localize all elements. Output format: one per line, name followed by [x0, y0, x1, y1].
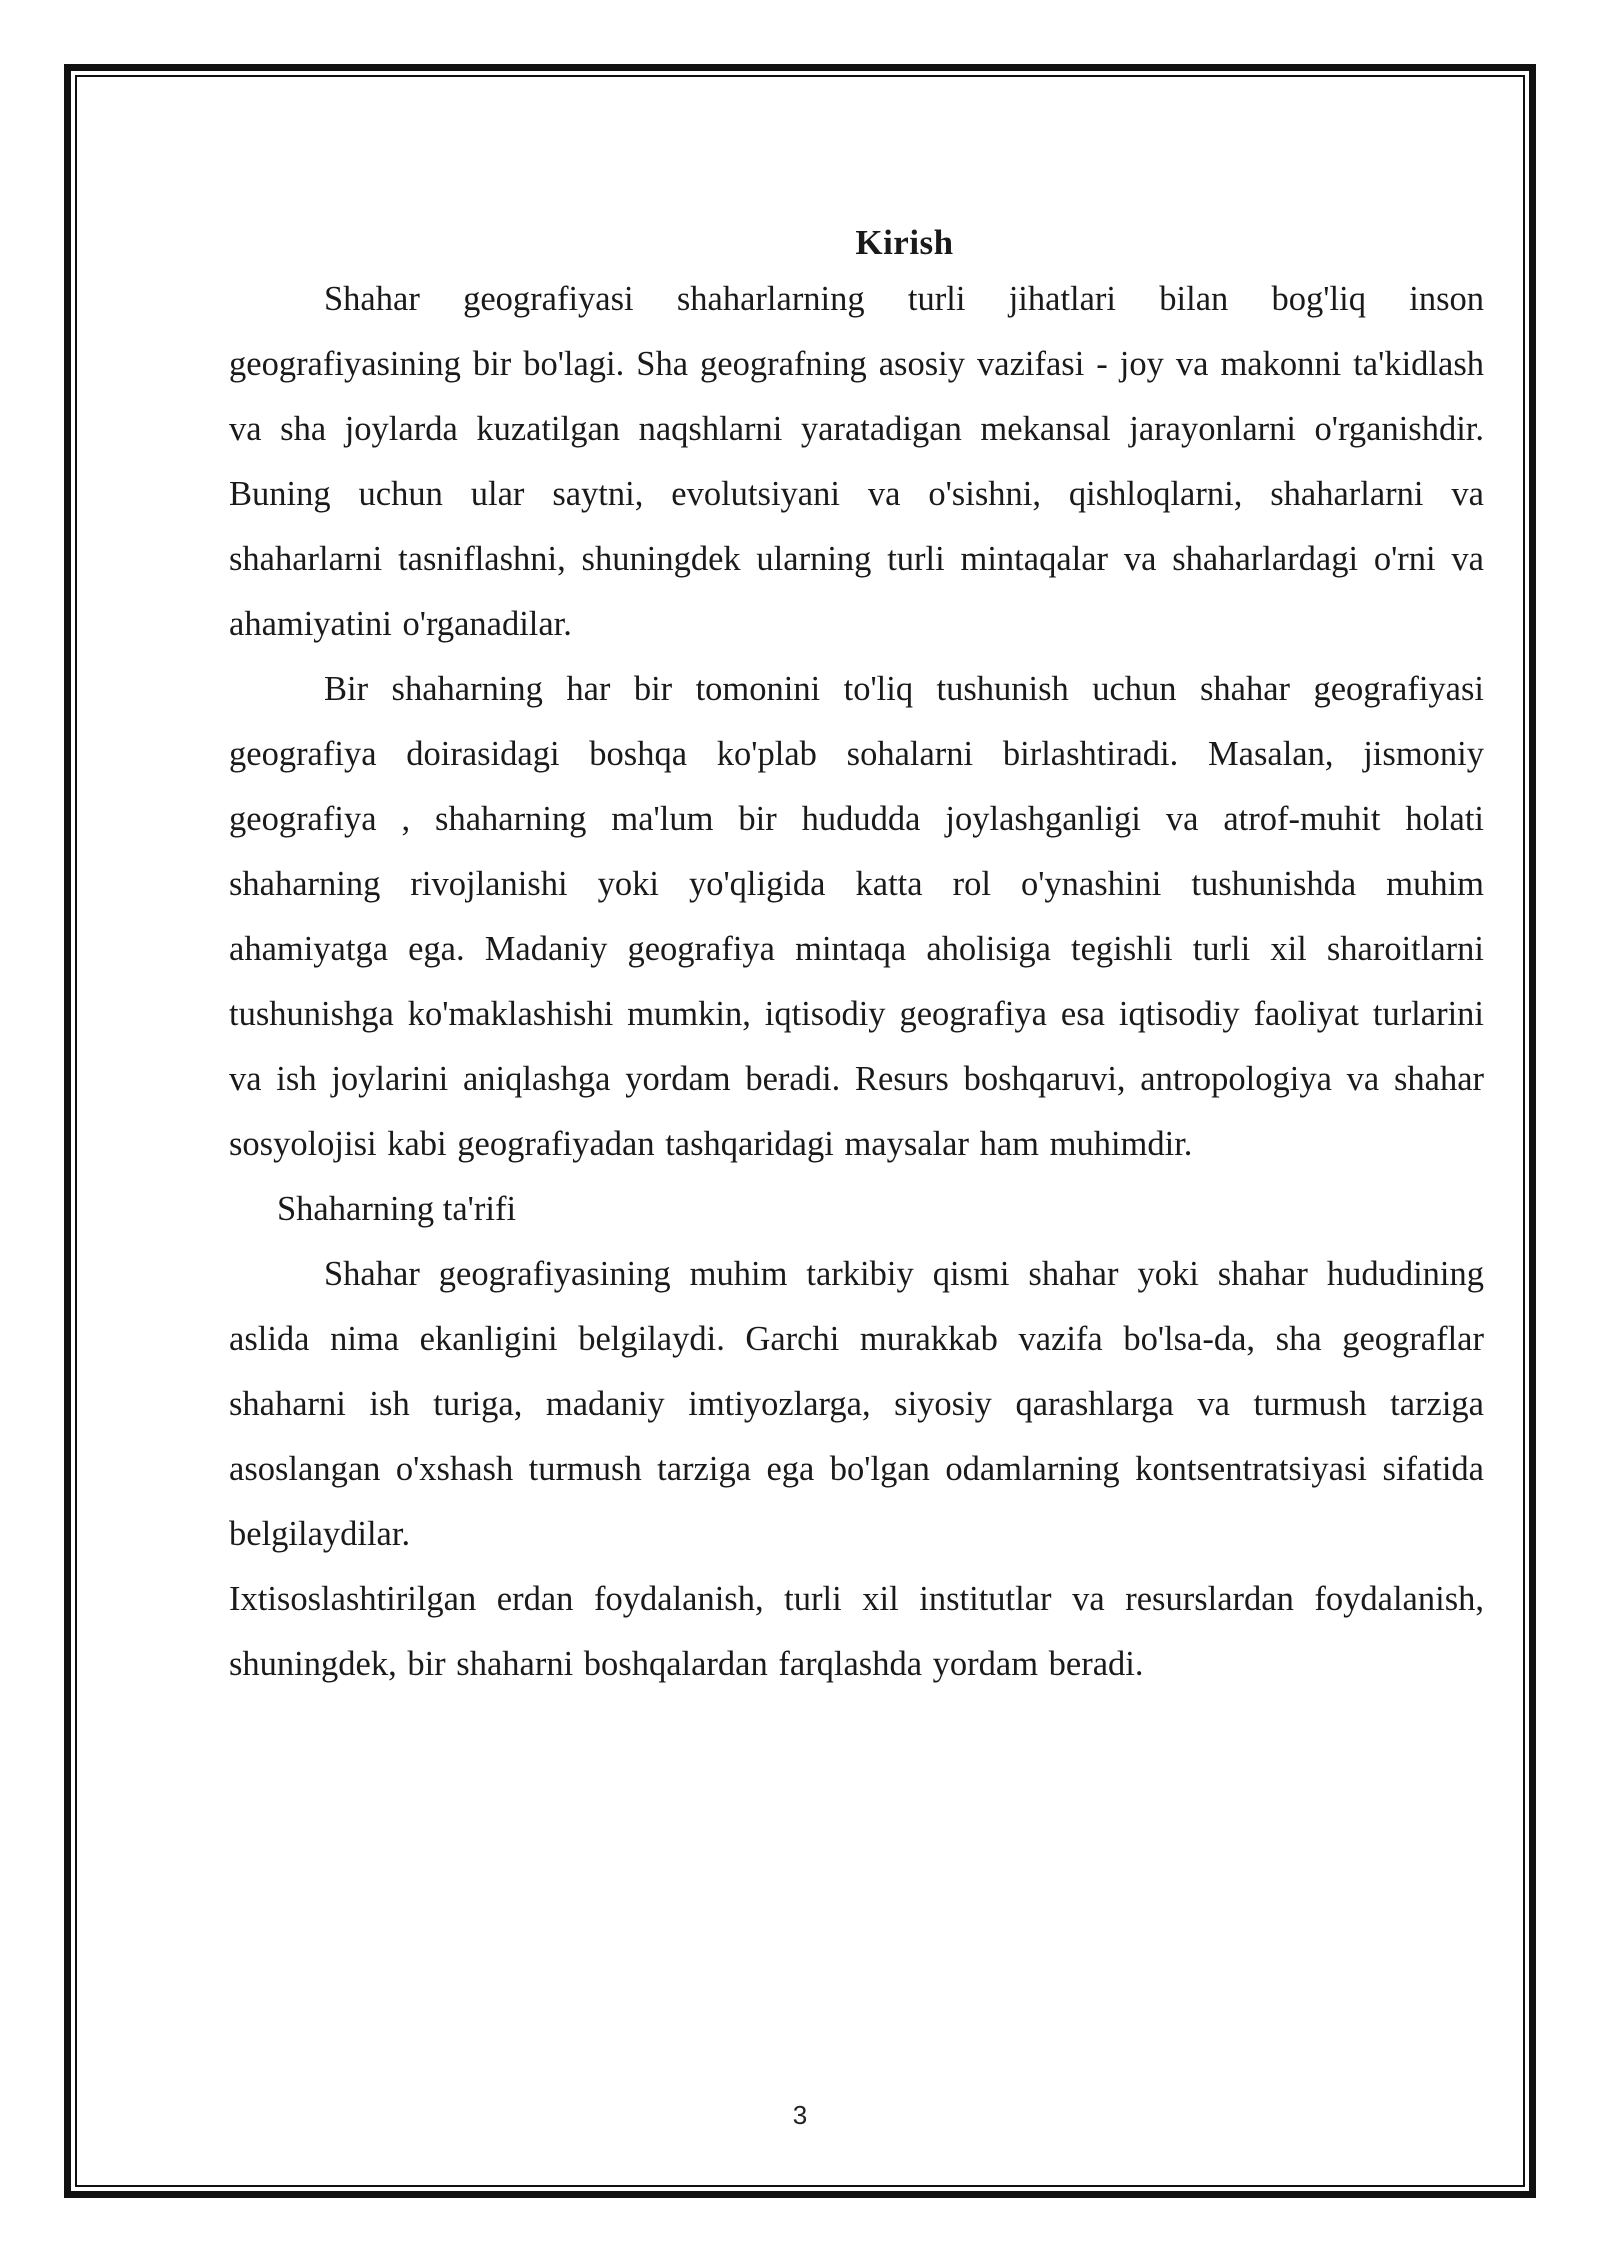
paragraph-intro: Shahar geografiyasi shaharlarning turli jihatlari bilan bog'liq inson geografiyasining bir bo'lagi. Sha geografning asosiy vazifasi - joy va makonni ta'kidlash va sha joylarda kuzatilgan naqshlarni yaratadigan mekansal jarayonlarni o'rganishdir. Buning uchun ular saytni, evolutsiyani va o'sishni, qishloqlarni, shaharlarni va shaharlarni tasniflashni, shuningdek ularning turli mintaqalar va shaharlardagi o'rni va ahamiyatini o'rganadilar.	[229, 280, 1484, 643]
paragraph-related-fields: Bir shaharning har bir tomonini to'liq tushunish uchun shahar geografiyasi geografiya doirasidagi boshqa ko'plab sohalarni birlashtiradi. Masalan, jismoniy geografiya , shaharning ma'lum bir hududda joylashganligi va atrof-muhit holati shaharning rivojlanishi yoki yo'qligida katta rol o'ynashini tushunishda muhim ahamiyatga ega. Madaniy geografiya mintaqa aholisiga tegishli turli xil sharoitlarni tushunishga ko'maklashishi mumkin, iqtisodiy geografiya esa iqtisodiy faoliyat turlarini va ish joylarini aniqlashga yordam beradi. Resurs boshqaruvi, antropologiya va shahar sosyolojisi kabi geografiyadan tashqaridagi maysalar ham muhimdir.	[229, 670, 1484, 1163]
paragraph-land-use: Ixtisoslashtirilgan erdan foydalanish, turli xil institutlar va resurslardan foydalanish, shuningdek, bir shaharni boshqalardan farqlashda yordam beradi.	[229, 1580, 1484, 1683]
page-content	[229, 210, 1484, 1697]
paragraph-definition: Shahar geografiyasining muhim tarkibiy qismi shahar yoki shahar hududining aslida nima ekanligini belgilaydi. Garchi murakkab vazifa bo'lsa-da, sha geograflar shaharni ish turiga, madaniy imtiyozlarga, siyosiy qarashlarga va turmush tarziga asoslangan o'xshash turmush tarziga ega bo'lgan odamlarning kontsentratsiyasi sifatida belgilaydilar.	[229, 1255, 1484, 1553]
section-title: Kirish	[855, 223, 954, 262]
page-number: 3	[792, 2100, 808, 2130]
subheading: Shaharning ta'rifi	[277, 1190, 517, 1228]
